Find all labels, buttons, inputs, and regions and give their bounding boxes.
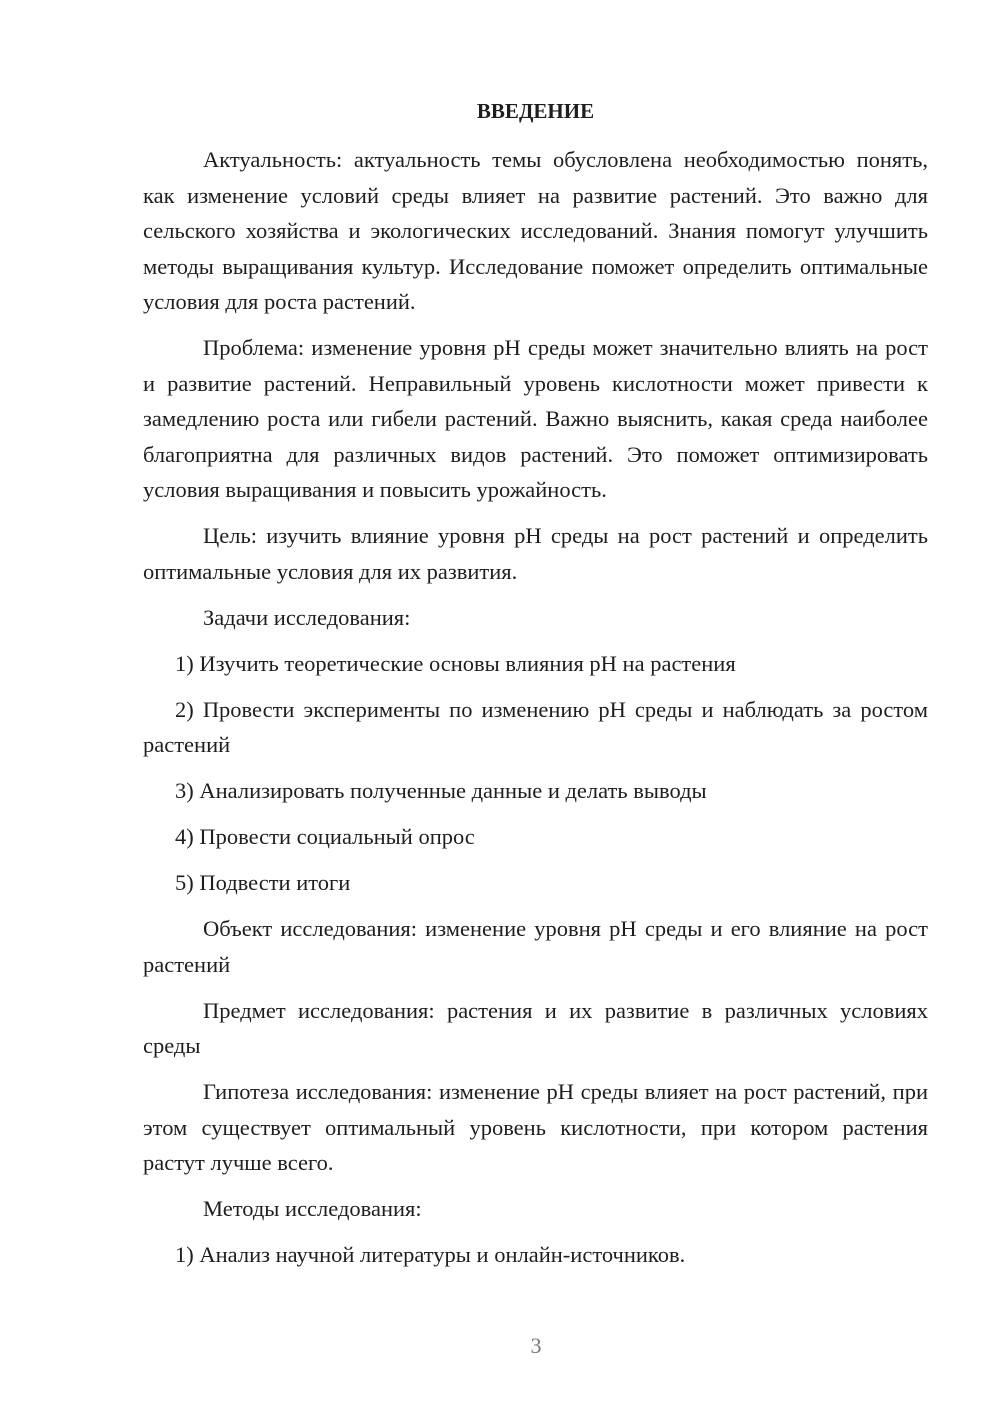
page-content <box>143 90 928 1273</box>
hypothesis-paragraph: Гипотеза исследования: изменение pH среды влияет на рост растений, при этом существует оптимальный уровень кислотности, при котором растения растут лучше всего. <box>143 1079 928 1175</box>
subject-paragraph: Предмет исследования: растения и их развитие в различных условиях среды <box>143 997 928 1058</box>
object-paragraph: Объект исследования: изменение уровня pH среды и его влияние на рост растений <box>143 916 928 977</box>
methods-heading: Методы исследования: <box>203 1196 422 1221</box>
task-item: 4) Провести социальный опрос <box>175 824 475 849</box>
relevance-paragraph: Актуальность: актуальность темы обусловлена необходимостью понять, как изменение условий среды влияет на развитие растений. Это важно для сельского хозяйства и экологических исследований. Знания помогут улучшить методы выращивания культур. Исследование поможет определить оптимальные условия для роста растений. <box>143 147 928 314</box>
task-item: 2) Провести эксперименты по изменению pH среды и наблюдать за ростом растений <box>143 696 928 757</box>
tasks-heading: Задачи исследования: <box>203 604 411 630</box>
task-item: 3) Анализировать полученные данные и делать выводы <box>175 778 707 803</box>
problem-paragraph: Проблема: изменение уровня pH среды может значительно влиять на рост и развитие растений. Неправильный уровень кислотности может привести к замедлению роста или гибели растений. Важно выяснить, какая среда наиболее благоприятна для различных видов растений. Это поможет оптимизировать условия выращивания и повысить урожайность. <box>143 335 928 502</box>
section-title: ВВЕДЕНИЕ <box>476 99 595 123</box>
method-item: 1) Анализ научной литературы и онлайн-источников. <box>175 1242 686 1267</box>
task-item: 5) Подвести итоги <box>175 870 351 895</box>
task-item: 1) Изучить теоретические основы влияния pH на растения <box>175 650 736 676</box>
page-number: 3 <box>530 1333 542 1358</box>
goal-paragraph: Цель: изучить влияние уровня pH среды на рост растений и определить оптимальные условия для их развития. <box>143 523 928 584</box>
